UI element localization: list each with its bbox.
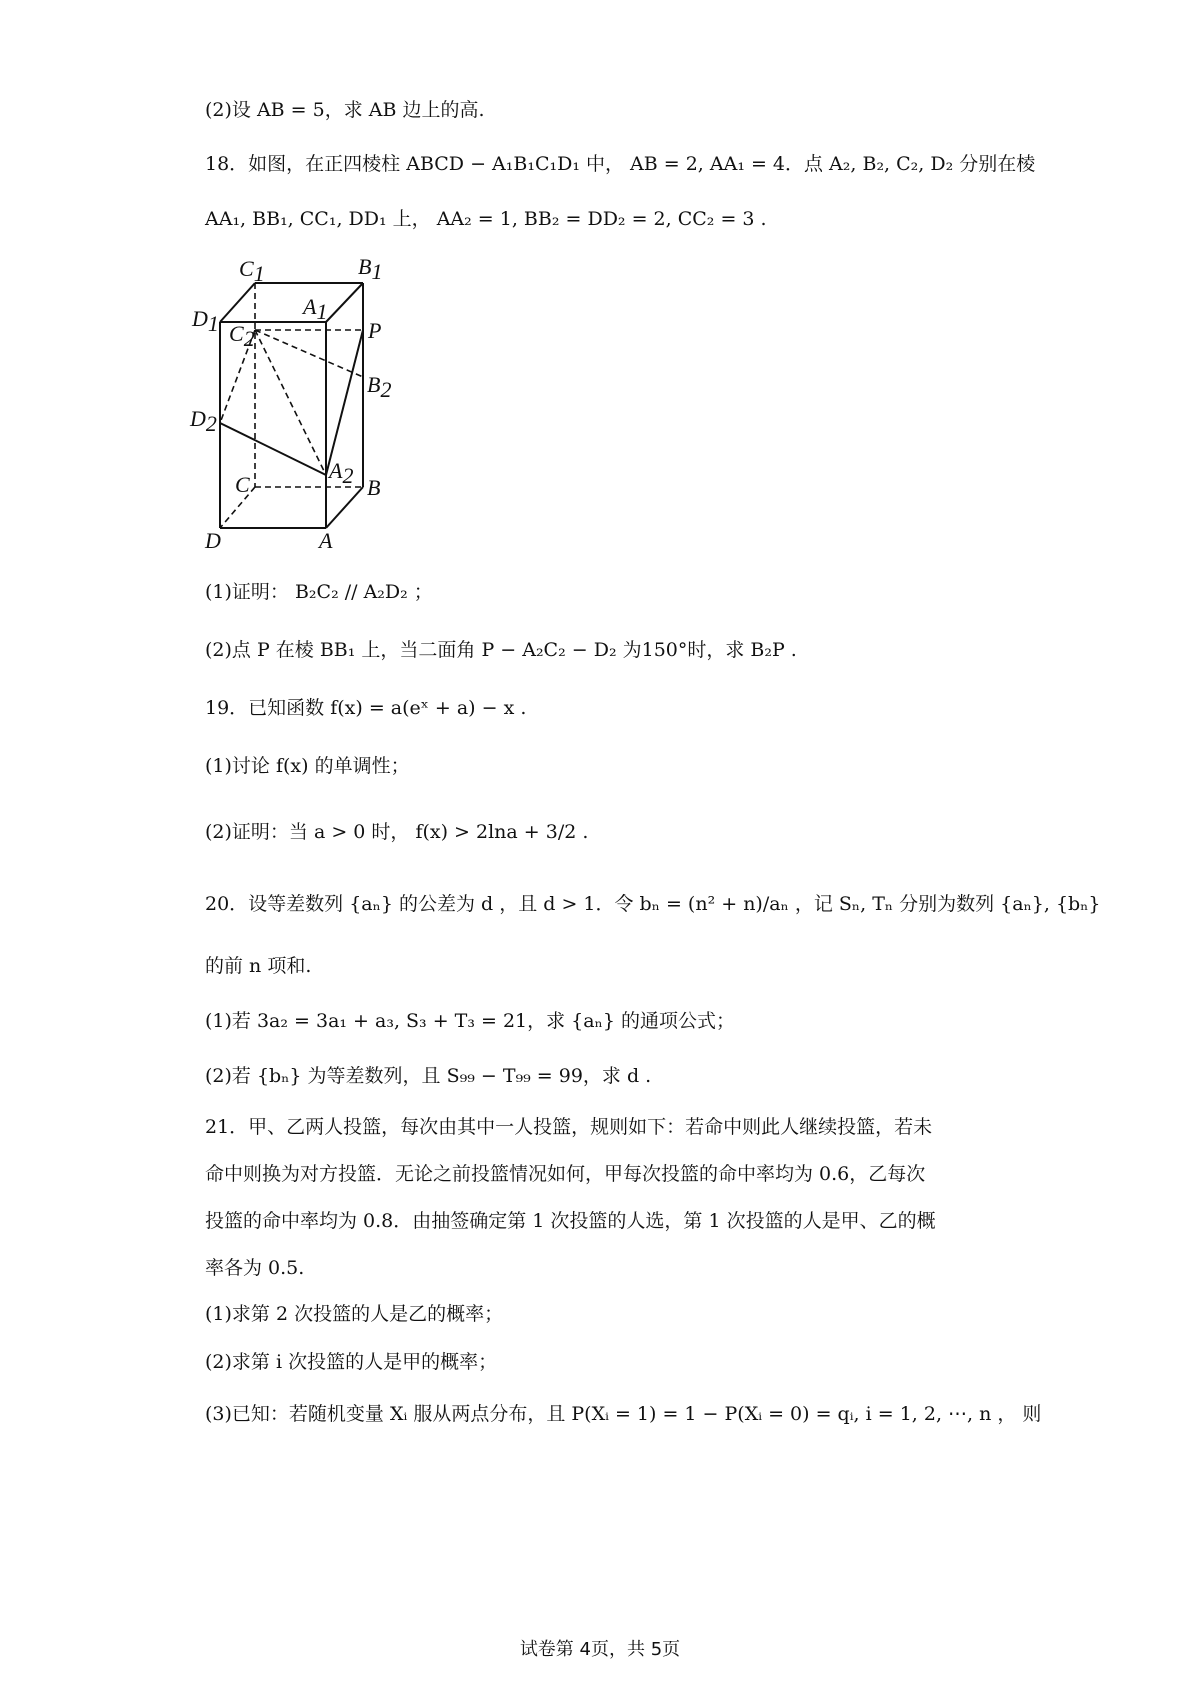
text-line: (1)求第 2 次投篮的人是乙的概率；: [205, 1303, 504, 1325]
text-line: (2)设 AB = 5，求 AB 边上的高.: [205, 99, 485, 121]
prism-figure: [190, 254, 415, 560]
edge-c2-b2: [255, 330, 363, 377]
text-line: 率各为 0.5.: [205, 1257, 305, 1279]
text-line: (2)若 {bₙ} 为等差数列，且 S₉₉ − T₉₉ = 99，求 d .: [205, 1065, 652, 1087]
edge-a-b: [326, 487, 363, 528]
label-d2: D2: [190, 406, 217, 436]
edge-a2-p: [326, 330, 363, 475]
text-line: (3)已知：若随机变量 Xᵢ 服从两点分布，且 P(Xᵢ = 1) = 1 − P(Xᵢ = 0) = qᵢ, i = 1, 2, ⋯, n ， 则: [205, 1403, 1042, 1425]
text-line: (1)证明： B₂C₂ // A₂D₂ ；: [205, 581, 433, 603]
label-p: P: [368, 318, 382, 343]
label-b2: B2: [367, 372, 392, 402]
label-c: C: [235, 472, 250, 497]
label-d1: D1: [192, 306, 219, 336]
label-d: D: [205, 528, 221, 553]
edge-d1-c1: [220, 283, 255, 322]
label-b: B: [367, 475, 381, 500]
text-line: (2)求第 i 次投篮的人是甲的概率；: [205, 1351, 498, 1373]
edge-c2-a2: [255, 330, 326, 475]
label-a1: A1: [303, 294, 328, 324]
text-line: 21．甲、乙两人投篮，每次由其中一人投篮，规则如下：若命中则此人继续投篮，若未: [205, 1116, 933, 1138]
edge-d2-a2: [220, 423, 326, 475]
text-line: (2)点 P 在棱 BB₁ 上，当二面角 P − A₂C₂ − D₂ 为150°时，求 B₂P .: [205, 639, 797, 661]
label-a: A: [319, 528, 333, 553]
page-footer: 试卷第 4页，共 5页: [519, 1639, 681, 1660]
text-line: 的前 n 项和.: [205, 955, 312, 977]
text-line: AA₁, BB₁, CC₁, DD₁ 上， AA₂ = 1, BB₂ = DD₂ = 2, CC₂ = 3 .: [205, 208, 767, 230]
edge-b1-a1: [326, 283, 363, 322]
text-line: 命中则换为对方投篮．无论之前投篮情况如何，甲每次投篮的命中率均为 0.6，乙每次: [205, 1163, 926, 1185]
label-b1: B1: [358, 254, 383, 284]
label-c1: C1: [239, 256, 265, 286]
label-a2: A2: [329, 458, 354, 488]
text-line: 20．设等差数列 {aₙ} 的公差为 d ，且 d > 1．令 bₙ = (n² + n)/aₙ ，记 Sₙ, Tₙ 分别为数列 {aₙ}, {bₙ}: [205, 893, 1101, 915]
label-c2: C2: [229, 321, 255, 351]
text-line: 投篮的命中率均为 0.8．由抽签确定第 1 次投篮的人选，第 1 次投篮的人是甲、乙的概: [205, 1210, 936, 1232]
text-line: (1)讨论 f(x) 的单调性；: [205, 755, 410, 777]
text-line: (1)若 3a₂ = 3a₁ + a₃, S₃ + T₃ = 21，求 {aₙ} 的通项公式；: [205, 1010, 735, 1032]
text-line: 18．如图，在正四棱柱 ABCD − A₁B₁C₁D₁ 中， AB = 2, AA₁ = 4．点 A₂, B₂, C₂, D₂ 分别在棱: [205, 153, 1036, 175]
text-line: 19．已知函数 f(x) = a(eˣ + a) − x .: [205, 697, 527, 719]
text-line: (2)证明：当 a > 0 时， f(x) > 2lna + 3/2 .: [205, 821, 589, 843]
